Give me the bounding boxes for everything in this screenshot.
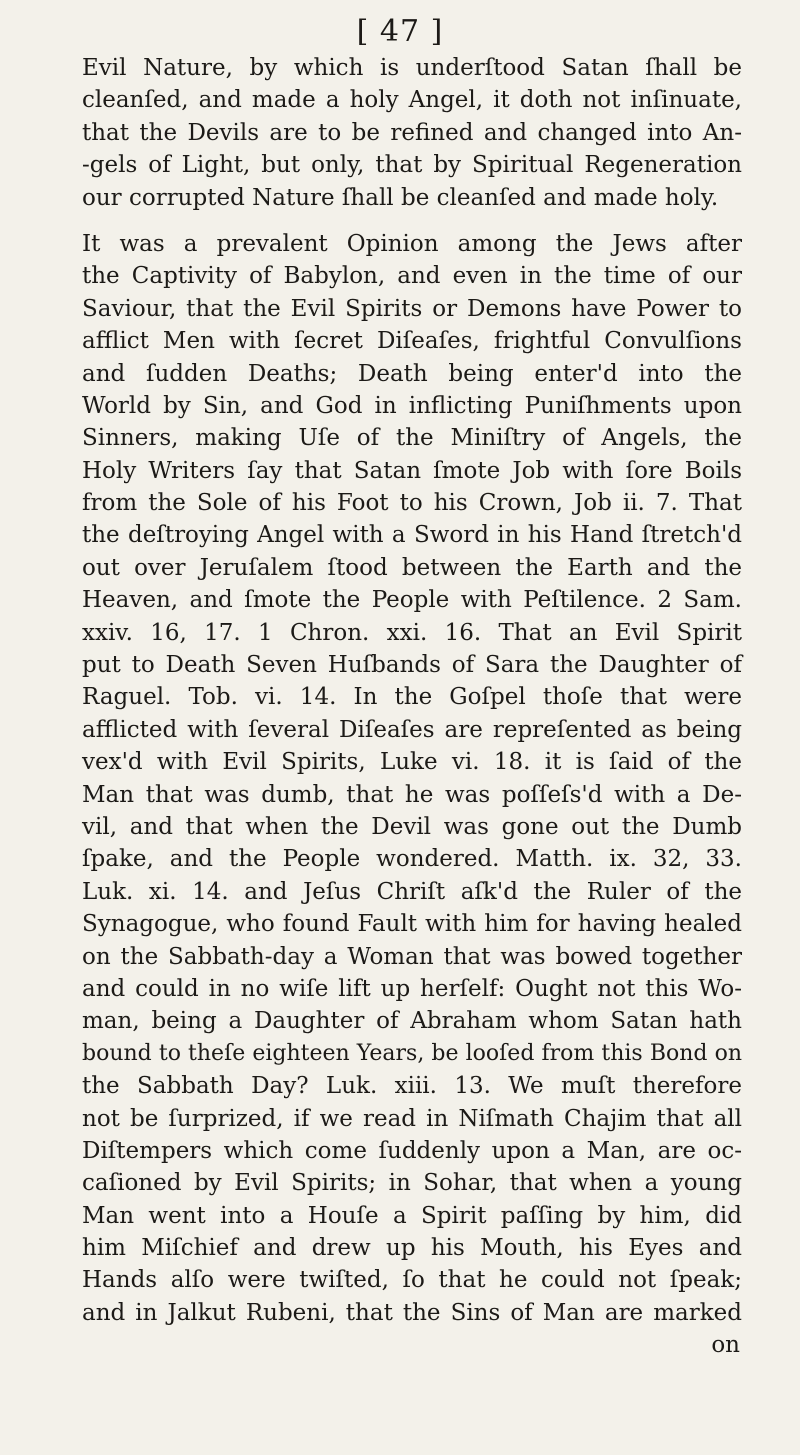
text-line: and could in no wiſe lift up herſelf: Ought not this Wo- bbox=[82, 975, 742, 1002]
text-line: Sinners, making Uſe of the Miniſtry of Angels, the bbox=[82, 425, 742, 452]
text-line: vex'd with Evil Spirits, Luke vi. 18. it is ſaid of the bbox=[82, 749, 742, 776]
text-line: Synagogue, who found Fault with him for having healed bbox=[82, 911, 742, 938]
text-line: bound to theſe eighteen Years, be looſed from this Bond on bbox=[82, 1040, 742, 1066]
text-line: the deſtroying Angel with a Sword in his Hand ſtretch'd bbox=[82, 522, 742, 549]
text-line: and in Jalkut Rubeni, that the Sins of Man are marked bbox=[82, 1299, 742, 1326]
catchword: on bbox=[711, 1332, 740, 1359]
text-line: Holy Writers ſay that Satan ſmote Job with ſore Boils bbox=[82, 457, 742, 484]
text-line: World by Sin, and God in inflicting Puniſhments upon bbox=[82, 392, 742, 419]
text-line: Saviour, that the Evil Spirits or Demons have Power to bbox=[82, 295, 742, 322]
text-line: cleanſed, and made a holy Angel, it doth not inſinuate, bbox=[82, 87, 742, 114]
text-line: out over Jeruſalem ſtood between the Earth and the bbox=[82, 554, 742, 581]
text-line: afflicted with ſeveral Diſeaſes are repreſented as being bbox=[82, 716, 742, 743]
text-line: Diſtempers which come ſuddenly upon a Man, are oc- bbox=[82, 1137, 742, 1164]
text-line: xxiv. 16, 17. 1 Chron. xxi. 16. That an Evil Spirit bbox=[82, 619, 742, 646]
text-line: It was a prevalent Opinion among the Jews after bbox=[82, 230, 742, 257]
text-line: -gels of Light, but only, that by Spiritual Regeneration bbox=[82, 152, 742, 179]
text-line: not be ſurprized, if we read in Niſmath Chajim that all bbox=[82, 1105, 742, 1132]
text-line: the Captivity of Babylon, and even in the time of our bbox=[82, 263, 742, 290]
text-line: our corrupted Nature ſhall be cleanſed and made holy. bbox=[82, 184, 719, 211]
body-text bbox=[82, 52, 742, 1362]
text-line: Evil Nature, by which is underſtood Satan ſhall be bbox=[82, 55, 742, 81]
text-line: man, being a Daughter of Abraham whom Satan hath bbox=[82, 1008, 742, 1035]
text-line: Hands alſo were twiſted, ſo that he could not ſpeak; bbox=[82, 1267, 742, 1294]
text-line: vil, and that when the Devil was gone out the Dumb bbox=[82, 813, 742, 840]
text-line: ſpake, and the People wondered. Matth. ix. 32, 33. bbox=[82, 846, 742, 873]
text-line: on the Sabbath-day a Woman that was bowed together bbox=[82, 943, 742, 970]
text-line: Heaven, and ſmote the People with Peſtilence. 2 Sam. bbox=[82, 587, 742, 614]
text-line: the Sabbath Day? Luk. xiii. 13. We muſt therefore bbox=[82, 1073, 742, 1100]
page-number: [ 47 ] bbox=[356, 14, 444, 49]
text-line: caſioned by Evil Spirits; in Sohar, that when a young bbox=[82, 1170, 742, 1197]
text-line: him Miſchief and drew up his Mouth, his Eyes and bbox=[82, 1235, 742, 1262]
text-line: from the Sole of his Foot to his Crown, Job ii. 7. That bbox=[82, 490, 742, 517]
text-line: afflict Men with ſecret Diſeaſes, frightful Convulſions bbox=[82, 328, 742, 355]
text-line: put to Death Seven Huſbands of Sara the Daughter of bbox=[82, 652, 742, 679]
text-line: that the Devils are to be refined and changed into An- bbox=[82, 119, 742, 146]
text-line: Man went into a Houſe a Spirit paſſing by him, did bbox=[82, 1202, 742, 1229]
text-line: Man that was dumb, that he was poſſeſs'd with a De- bbox=[82, 781, 742, 808]
text-line: and ſudden Deaths; Death being enter'd into the bbox=[82, 360, 742, 387]
text-line: Luk. xi. 14. and Jeſus Chriſt aſk'd the Ruler of the bbox=[82, 878, 742, 905]
text-line: Raguel. Tob. vi. 14. In the Goſpel thoſe that were bbox=[82, 684, 742, 711]
